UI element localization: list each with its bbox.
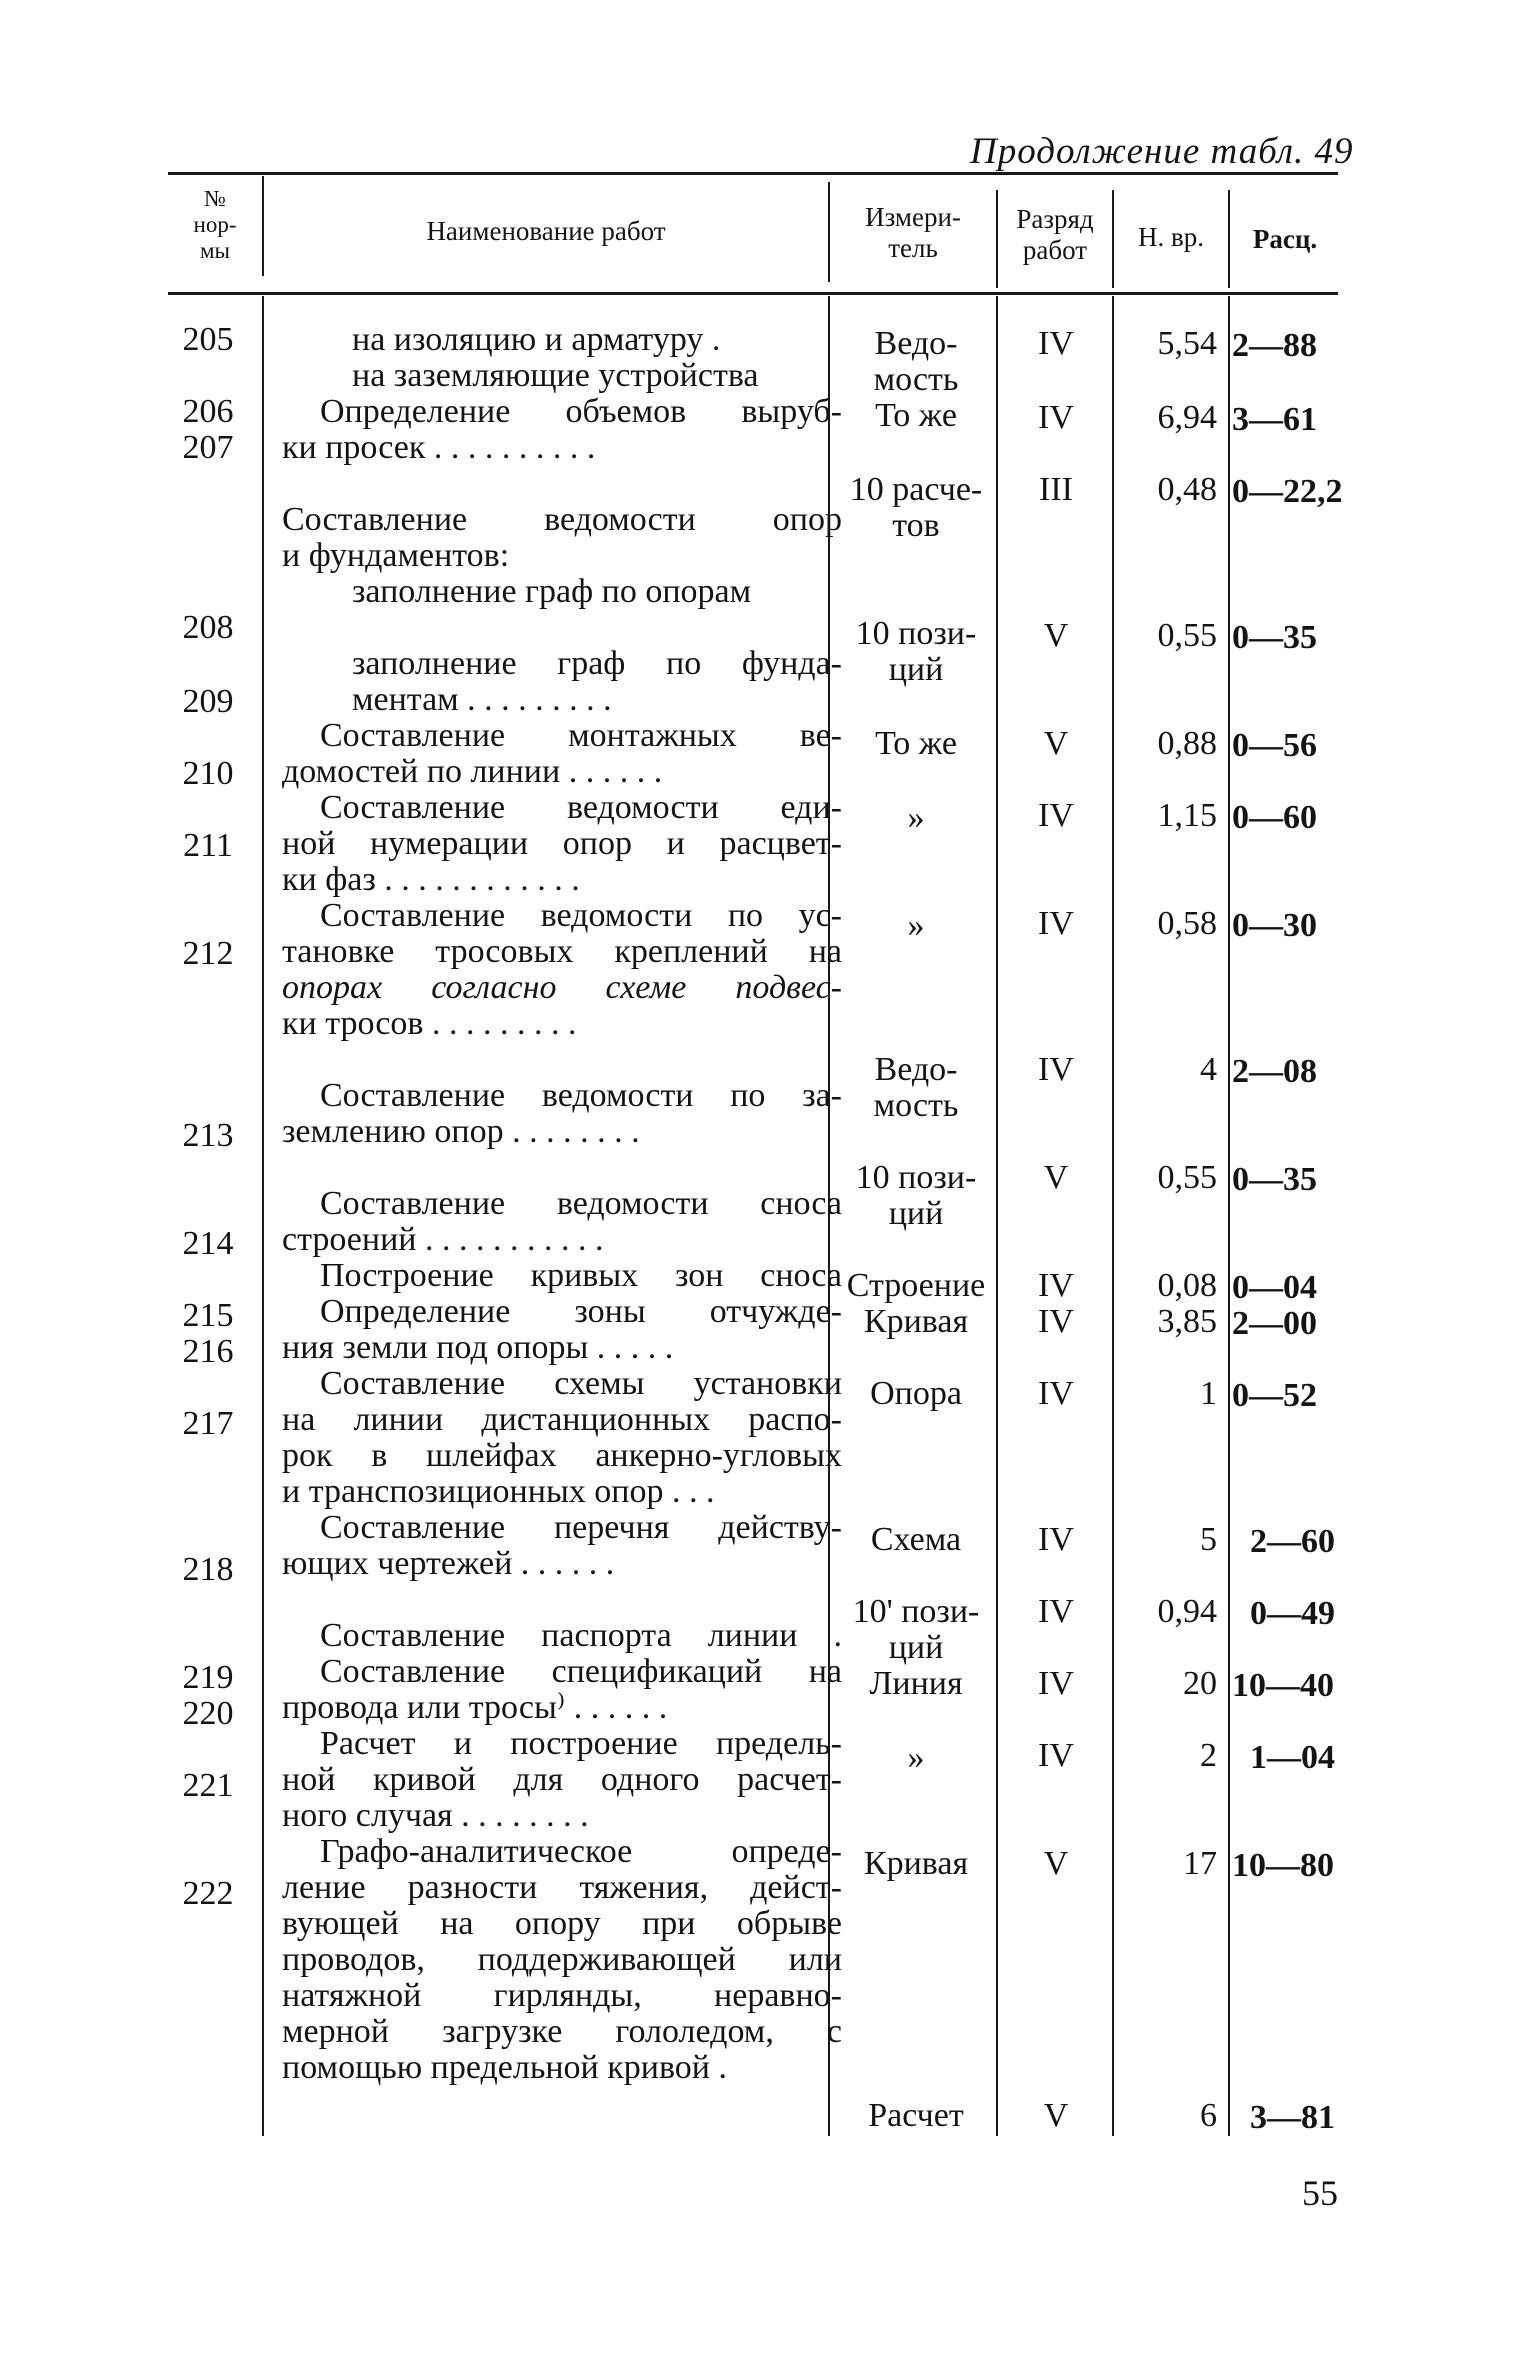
- work-line: Графо-аналитическое опреде-: [320, 1833, 842, 1870]
- row-unit: 10' пози- ций: [852, 1593, 980, 1666]
- work-line: вующей на опору при обрыве: [282, 1905, 842, 1942]
- work-line: ки фаз . . . . . . . . . . . .: [282, 862, 580, 898]
- work-line: ющих чертежей . . . . . .: [282, 1546, 615, 1582]
- row-unit: 10 пози- ций: [855, 615, 977, 688]
- row-rasc: 2—08: [1232, 1053, 1317, 1090]
- work-line: опорах согласно схеме подвес-: [282, 969, 842, 1006]
- row-grade: IV: [1038, 325, 1074, 362]
- row-grade: IV: [1038, 797, 1074, 834]
- row-num: 216: [182, 1333, 234, 1370]
- row-unit: Линия: [869, 1665, 963, 1702]
- work-line: Составление ведомости по за-: [320, 1077, 842, 1114]
- row-num: 215: [182, 1297, 234, 1334]
- work-line: заполнение граф по фунда-: [352, 645, 842, 682]
- work-line: ментам . . . . . . . . .: [352, 682, 612, 718]
- work-line: и транспозиционных опор . . .: [282, 1474, 715, 1510]
- row-unit: Кривая: [863, 1845, 969, 1882]
- row-unit: 10 пози- ций: [855, 1159, 977, 1232]
- row-rasc: 3—61: [1232, 401, 1317, 438]
- work-line: Составление спецификаций на: [320, 1653, 842, 1690]
- work-line: ление разности тяжения, дейст-: [282, 1869, 842, 1906]
- row-nvr: 6: [1200, 2097, 1217, 2134]
- row-num: 222: [182, 1875, 234, 1912]
- row-num: 209: [182, 683, 234, 720]
- work-line: на линии дистанционных распо-: [282, 1401, 842, 1438]
- row-rasc: 1—04: [1250, 1739, 1335, 1776]
- row-nvr: 1,15: [1157, 797, 1217, 834]
- row-rasc: 0—04: [1232, 1269, 1317, 1306]
- row-grade: V: [1043, 725, 1069, 762]
- row-grade: V: [1043, 2097, 1069, 2134]
- row-grade: V: [1043, 1845, 1069, 1882]
- work-line: строений . . . . . . . . . . .: [282, 1222, 604, 1258]
- header-nvr: Н. вр.: [1138, 222, 1204, 252]
- row-nvr: 3,85: [1157, 1303, 1217, 1340]
- body-sep-1: [262, 296, 264, 2136]
- row-nvr: 17: [1183, 1845, 1217, 1882]
- row-nvr: 0,58: [1157, 905, 1217, 942]
- work-line: землению опор . . . . . . . .: [282, 1114, 640, 1150]
- row-num: 212: [182, 935, 234, 972]
- work-line: тановке тросовых креплений на: [282, 933, 842, 970]
- row-unit: »: [907, 907, 925, 944]
- row-rasc: 0—22,2: [1232, 473, 1343, 510]
- row-rasc: 0—60: [1232, 799, 1317, 836]
- work-line: провода или тросы⁾ . . . . . .: [282, 1690, 668, 1726]
- row-nvr: 1: [1200, 1375, 1217, 1412]
- row-rasc: 0—52: [1232, 1377, 1317, 1414]
- row-rasc: 2—00: [1232, 1305, 1317, 1342]
- row-grade: III: [1039, 471, 1073, 508]
- table-top-rule: [168, 172, 1338, 175]
- work-line: Составление монтажных ве-: [320, 717, 842, 754]
- row-num: 218: [182, 1551, 234, 1588]
- header-work: Наименование работ: [426, 216, 666, 246]
- work-line: и фундаментов:: [282, 537, 510, 574]
- row-grade: IV: [1038, 1051, 1074, 1088]
- row-rasc: 0—49: [1250, 1595, 1335, 1632]
- row-grade: IV: [1038, 399, 1074, 436]
- row-grade: V: [1043, 617, 1069, 654]
- row-num: 210: [182, 755, 234, 792]
- body-sep-5: [1228, 296, 1230, 2136]
- row-num: 220: [182, 1695, 234, 1732]
- row-grade: IV: [1038, 1593, 1074, 1630]
- row-nvr: 2: [1200, 1737, 1217, 1774]
- row-rasc: 2—60: [1250, 1523, 1335, 1560]
- work-line: Определение объемов выруб-: [320, 393, 842, 430]
- row-unit: »: [907, 1739, 925, 1776]
- work-line: домостей по линии . . . . . .: [282, 754, 663, 790]
- work-line: Определение зоны отчужде-: [320, 1293, 842, 1330]
- row-num: 213: [182, 1117, 234, 1154]
- row-num: 205: [182, 321, 234, 358]
- header-sep-1: [262, 176, 264, 276]
- header-bottom-rule: [168, 292, 1338, 295]
- row-nvr: 5,54: [1157, 325, 1217, 362]
- row-num: 211: [183, 827, 233, 864]
- work-line: Составление перечня действу-: [320, 1509, 842, 1546]
- work-line: Составление ведомости сноса: [320, 1185, 842, 1222]
- page-number: 55: [1302, 2173, 1338, 2213]
- row-rasc: 10—80: [1232, 1847, 1334, 1884]
- row-grade: IV: [1038, 1267, 1074, 1304]
- row-grade: IV: [1038, 1521, 1074, 1558]
- row-rasc: 0—35: [1232, 619, 1317, 656]
- work-line: ния земли под опоры . . . . .: [282, 1330, 674, 1366]
- row-num: 221: [182, 1767, 234, 1804]
- row-nvr: 20: [1183, 1665, 1217, 1702]
- work-line: ной кривой для одного расчет-: [282, 1761, 842, 1798]
- row-grade: IV: [1038, 1375, 1074, 1412]
- header-unit: Измери- тель: [865, 202, 961, 263]
- row-nvr: 4: [1200, 1051, 1217, 1088]
- header-rasc: Расц.: [1252, 224, 1318, 254]
- row-grade: IV: [1038, 905, 1074, 942]
- row-unit: Ведо- мость: [873, 1051, 959, 1124]
- work-line: Составление ведомости опор: [282, 501, 842, 538]
- row-nvr: 0,08: [1157, 1267, 1217, 1304]
- row-unit: Расчет: [868, 2097, 964, 2134]
- work-line: Расчет и построение предель-: [320, 1725, 842, 1762]
- work-line: рок в шлейфах анкерно-угловых: [282, 1437, 842, 1474]
- work-line: заполнение граф по опорам: [352, 573, 752, 610]
- row-unit: Кривая: [863, 1303, 969, 1340]
- row-grade: IV: [1038, 1737, 1074, 1774]
- row-rasc: 3—81: [1250, 2099, 1335, 2136]
- row-unit: Схема: [870, 1521, 962, 1558]
- row-grade: V: [1043, 1159, 1069, 1196]
- row-unit: »: [907, 799, 925, 836]
- row-nvr: 6,94: [1157, 399, 1217, 436]
- work-line: проводов, поддерживающей или: [282, 1941, 842, 1978]
- row-nvr: 0,55: [1157, 617, 1217, 654]
- row-rasc: 2—88: [1232, 327, 1317, 364]
- work-line: на заземляющие устройства: [352, 357, 759, 394]
- work-line: мерной загрузке гололедом, с: [282, 2013, 842, 2050]
- header-num: № нор- мы: [193, 186, 237, 263]
- row-unit: 10 расче- тов: [849, 471, 983, 544]
- work-line: ной нумерации опор и расцвет-: [282, 825, 842, 862]
- row-nvr: 0,88: [1157, 725, 1217, 762]
- row-rasc: 0—56: [1232, 727, 1317, 764]
- work-line: ки тросов . . . . . . . . .: [282, 1006, 577, 1042]
- work-line: Построение кривых зон сноса: [320, 1257, 842, 1294]
- row-rasc: 0—30: [1232, 907, 1317, 944]
- table-caption: Продолжение табл. 49: [970, 131, 1354, 172]
- row-num: 206: [182, 393, 234, 430]
- row-num: 214: [182, 1225, 234, 1262]
- work-line: ного случая . . . . . . . .: [282, 1798, 589, 1834]
- header-grade: Разряд работ: [1016, 204, 1094, 265]
- row-nvr: 5: [1200, 1521, 1217, 1558]
- work-line: ки просек . . . . . . . . . .: [282, 430, 596, 466]
- work-line: Составление схемы установки: [320, 1365, 842, 1402]
- row-unit: Ведо- мость: [873, 325, 959, 398]
- row-grade: IV: [1038, 1303, 1074, 1340]
- row-nvr: 0,55: [1157, 1159, 1217, 1196]
- work-line: Составление ведомости по ус-: [320, 897, 842, 934]
- row-num: 207: [182, 429, 234, 466]
- row-rasc: 0—35: [1232, 1161, 1317, 1198]
- row-nvr: 0,48: [1157, 471, 1217, 508]
- row-rasc: 10—40: [1232, 1667, 1334, 1704]
- work-line: Составление паспорта линии .: [320, 1617, 842, 1654]
- row-unit: То же: [875, 397, 957, 434]
- row-unit: Опора: [870, 1375, 962, 1412]
- work-line: Составление ведомости еди-: [320, 789, 842, 826]
- row-num: 217: [182, 1405, 234, 1442]
- row-unit: Строение: [846, 1267, 986, 1304]
- work-line: помощью предельной кривой .: [282, 2050, 727, 2086]
- row-grade: IV: [1038, 1665, 1074, 1702]
- row-num: 219: [182, 1659, 234, 1696]
- body-sep-4: [1112, 296, 1114, 2136]
- row-nvr: 0,94: [1157, 1593, 1217, 1630]
- row-num: 208: [182, 609, 234, 646]
- row-unit: То же: [875, 725, 957, 762]
- work-line: на изоляцию и арматуру .: [352, 322, 721, 358]
- work-line: натяжной гирлянды, неравно-: [282, 1977, 842, 2014]
- work-column: [282, 322, 842, 2086]
